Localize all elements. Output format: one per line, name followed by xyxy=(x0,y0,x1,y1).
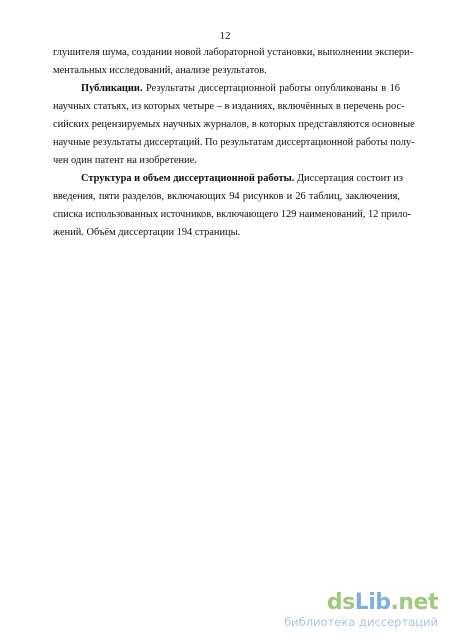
text-fragment: Диссертация состоит из xyxy=(296,173,404,184)
text-line: научные результаты диссертаций. По результатам диссертационной работы полу- xyxy=(53,137,415,148)
structure-heading: Структура и объем диссертационной работы. xyxy=(81,173,295,184)
text-line: сийских рецензируемых научных журналов, в которых представляются основные xyxy=(53,119,415,130)
text-line: научных статьях, из которых четыре – в изданиях, включённых в перечень рос- xyxy=(53,101,405,112)
text-line: введения, пяти разделов, включающих 94 рисунков и 26 таблиц, заключения, xyxy=(53,191,400,202)
logo-part-lib: Lib xyxy=(354,590,391,615)
logo-part-ds: ds xyxy=(326,590,355,615)
page-number: 12 xyxy=(219,30,231,42)
text-line: жений. Объём диссертации 194 страницы. xyxy=(53,227,241,238)
watermark-tagline: библиотека диссертаций xyxy=(284,615,438,629)
text-line: чен один патент на изобретение. xyxy=(53,155,197,166)
text-line xyxy=(53,170,404,188)
text-line: глушителя шума, создании новой лабораторной установки, выполнении экспери- xyxy=(53,47,414,58)
text-line: списка использованных источников, включающего 129 наименований, 12 прило- xyxy=(53,209,412,220)
logo-part-net: .net xyxy=(390,590,438,615)
dslib-watermark xyxy=(284,592,438,629)
document-body xyxy=(53,44,415,242)
text-line xyxy=(53,80,400,98)
paragraph-intro-continuation xyxy=(53,44,414,80)
paragraph-publications xyxy=(53,80,415,170)
publications-heading: Публикации. xyxy=(81,83,143,94)
dslib-logo xyxy=(284,592,438,614)
text-fragment: Результаты диссертационной работы опубликованы в 16 xyxy=(145,83,400,94)
text-line: ментальных исследований, анализе результатов. xyxy=(53,65,267,76)
paragraph-structure xyxy=(53,170,412,242)
